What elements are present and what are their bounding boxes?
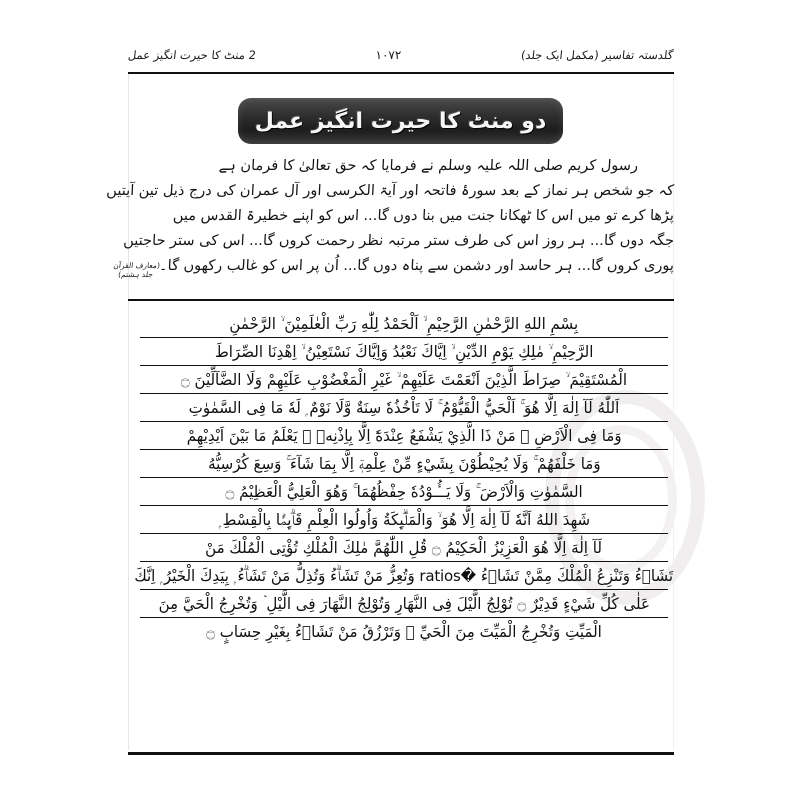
quran-line: لَآ اِلٰهَ اِلَّا هُوَ الْعَزِيْزُ الْحَكِيْمُ ۝ قُلِ اللّٰهُمَّ مٰلِكَ الْمُلْكِ تُؤْتِى الْمُلْكَ مَنْ [205,538,603,557]
narration-line: جگہ دوں گا... ہر روز اس کی طرف ستر مرتبہ نظر رحمت کروں گا... اس کی ستر حاجتیں [122,233,675,249]
source-citation [111,262,160,279]
footer-divider-rule [128,752,674,755]
narration-line: پڑھا کرے تو میں اس کا ٹھکانا جنت میں بنا دوں گا... اس کو اپنے خطیرۃ القدس میں [172,208,675,224]
book-title-header: گلدستہ تفاسیر (مکمل ایک جلد) [520,48,674,62]
quran-text-block [134,310,674,645]
page-number: ۱۰۷۲ [375,48,402,62]
quran-line-row [140,534,668,562]
quran-line-row [140,310,668,338]
quran-line: الْمُسْتَقِيْمَ ۙ صِرَاطَ الَّذِيْنَ اَنْعَمْتَ عَلَيْهِمْ ۙ غَيْرِ الْمَغْضُوْبِ عَلَيْهِمْ وَلَا الضَّآلِّيْنَ ۝ [180,370,628,389]
quran-line: تَشَاۗءُ وَتَنْزِعُ الْمُلْكَ مِمَّنْ تَشَاۗءُ �ratios وَتُعِزُّ مَنْ تَشَاۗءُ وَتُذِلُّ مَنْ تَشَاۗءُ ۭ بِيَدِكَ الْخَيْرُ ۭ اِنَّكَ [134,566,674,585]
quran-line: الرَّحِيْمِ ۙ مٰلِكِ يَوْمِ الدِّيْنِ ۙ اِيَّاكَ نَعْبُدُ وَاِيَّاكَ نَسْتَعِيْنُ ۙ اِهْدِنَا الصِّرَاطَ [214,342,594,361]
quran-line: اَللّٰهُ لَآ اِلٰهَ اِلَّا هُوَ ۚ اَلْحَيُّ الْقَيُّوْمُ ۚ لَا تَاْخُذُهٗ سِنَةٌ وَّلَا نَوْمٌ ۭ لَهٗ مَا فِى السَّمٰوٰتِ [188,398,620,417]
quran-line-row [134,562,674,590]
quran-line-row [140,450,668,478]
header-divider-rule [128,72,674,74]
quran-line: شَهِدَ اللهُ اَنَّهٗ لَآ اِلٰهَ اِلَّا هُوَ ۙ وَالْمَلٰۗىِٕكَةُ وَاُولُوا الْعِلْمِ قَاۗىِٕمًۢا بِالْقِسْطِ ۭ [218,510,590,529]
quran-line-row [140,422,668,450]
citation-line-1: (معارف القرآن [112,261,161,270]
citation-line-2: جلد ہشتم) [117,269,154,279]
quran-line: السَّمٰوٰتِ وَالْاَرْضَ ۚ وَلَا يَــُٔـوْدُهٗ حِفْظُهُمَا ۚ وَهُوَ الْعَلِيُّ الْعَظِيْمُ ۝ [225,482,583,501]
quran-line-row [140,618,668,645]
quran-line-row [140,338,668,366]
quran-line-row [140,506,668,534]
title-banner [238,98,563,144]
quran-line: عَلٰى كُلِّ شَيْءٍ قَدِيْرٌ ۝ تُوْلِجُ الَّيْلَ فِى النَّهَارِ وَتُوْلِجُ النَّهَارَ فِى الَّيْلِ ۡ وَتُخْرِجُ الْحَيَّ مِنَ [158,594,650,613]
narration-line: رسول کریم صلی اللہ علیہ وسلم نے فرمایا کہ حق تعالیٰ کا فرمان ہے [218,158,639,174]
quran-line: الْمَيِّتِ وَتُخْرِجُ الْمَيِّتَ مِنَ الْحَيِّ ۡ وَتَرْزُقُ مَنْ تَشَاۗءُ بِغَيْرِ حِسَابٍ ۝ [206,622,602,641]
narration-line: پوری کروں گا... ہر حاسد اور دشمن سے پناہ دوں گا... اُن پر اس کو غالب رکھوں گا۔ [158,258,675,274]
banner-title: دو منٹ کا حیرت انگیز عمل [254,108,547,134]
quran-line: وَمَا خَلْفَهُمْ ۚ وَلَا يُحِيْطُوْنَ بِشَيْءٍ مِّنْ عِلْمِهٖٓ اِلَّا بِمَا شَآءَ ۚ وَسِعَ كُرْسِيُّهُ [207,454,601,473]
quran-line-row [140,590,668,618]
quran-line: بِسْمِ اللهِ الرَّحْمٰنِ الرَّحِيْمِ ۙ اَلْحَمْدُ لِلّٰهِ رَبِّ الْعٰلَمِيْنَ ۙ الرَّحْمٰنِ [229,314,579,333]
narration-divider-rule [128,299,674,301]
quran-line-row [140,394,668,422]
quran-line-row [140,478,668,506]
narration-last-line-row [112,254,675,279]
quran-line-row [140,366,668,394]
narration-block [105,154,675,279]
chapter-title-header: 2 منٹ کا حیرت انگیز عمل [127,48,257,62]
quran-line: وَمَا فِى الْاَرْضِ ۭ مَنْ ذَا الَّذِيْ يَشْفَعُ عِنْدَهٗٓ اِلَّا بِاِذْنِهٖ ۭ يَعْلَمُ مَا بَيْنَ اَيْدِيْهِمْ [186,426,622,445]
narration-line: کہ جو شخص ہر نماز کے بعد سورۂ فاتحہ اور آیۃ الکرسی اور آل عمران کی درج ذیل تین آیتیں [105,183,675,199]
running-header [128,48,673,62]
